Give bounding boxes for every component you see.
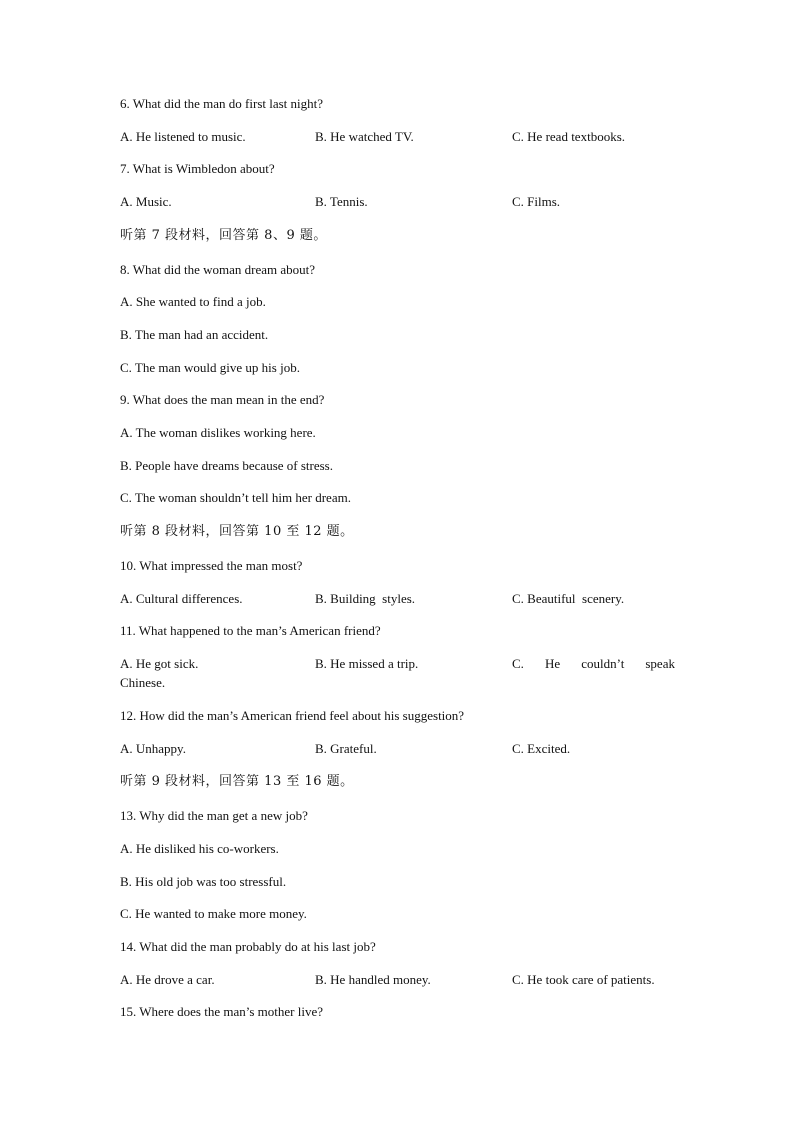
option-c: C. The man would give up his job. <box>120 360 300 375</box>
option-c-word: speak <box>645 656 675 671</box>
question-13: 13. Why did the man get a new job? <box>120 808 308 823</box>
option-a: A. He got sick. <box>120 656 199 671</box>
option-a: A. She wanted to find a job. <box>120 294 266 309</box>
question-12: 12. How did the man’s American friend feel about his suggestion? <box>120 708 465 723</box>
question-12-options <box>120 741 680 757</box>
question-7-options <box>120 194 680 210</box>
question-11: 11. What happened to the man’s American friend? <box>120 623 381 638</box>
option-c-continuation: Chinese. <box>120 675 166 690</box>
option-a: A. Cultural differences. <box>120 591 243 606</box>
option-c-word: C. <box>512 656 524 671</box>
option-c: C. He wanted to make more money. <box>120 906 307 921</box>
question-14-options <box>120 972 680 988</box>
section-heading-8: 听第 8 段材料，回答第 10 至 12 题。 <box>120 524 354 539</box>
option-a: A. The woman dislikes working here. <box>120 425 316 440</box>
question-6-options <box>120 129 680 145</box>
section-heading-9: 听第 9 段材料，回答第 13 至 16 题。 <box>120 774 354 789</box>
option-b: B. Grateful. <box>315 741 377 756</box>
question-9: 9. What does the man mean in the end? <box>120 392 325 407</box>
option-a: A. Unhappy. <box>120 741 186 756</box>
option-c: C. The woman shouldn’t tell him her dream. <box>120 490 351 505</box>
option-b: B. Building styles. <box>315 591 416 606</box>
option-c: C. Films. <box>512 194 561 209</box>
option-a: A. Music. <box>120 194 172 209</box>
question-15: 15. Where does the man’s mother live? <box>120 1004 324 1019</box>
question-14: 14. What did the man probably do at his last job? <box>120 939 376 954</box>
option-c <box>512 656 675 672</box>
option-a: A. He drove a car. <box>120 972 215 987</box>
option-c-word: He <box>544 656 561 671</box>
section-heading-7: 听第 7 段材料，回答第 8、9 题。 <box>120 228 327 243</box>
question-11-options <box>120 656 680 672</box>
option-b: B. He missed a trip. <box>315 656 419 671</box>
option-c: C. Beautiful scenery. <box>512 591 625 606</box>
option-b: B. The man had an accident. <box>120 327 269 342</box>
question-8: 8. What did the woman dream about? <box>120 262 316 277</box>
question-6: 6. What did the man do first last night? <box>120 96 324 111</box>
option-b: B. He watched TV. <box>315 129 414 144</box>
option-c: C. Excited. <box>512 741 571 756</box>
option-a: A. He listened to music. <box>120 129 246 144</box>
option-b: B. People have dreams because of stress. <box>120 458 333 473</box>
question-7: 7. What is Wimbledon about? <box>120 161 275 176</box>
question-10: 10. What impressed the man most? <box>120 558 303 573</box>
option-b: B. Tennis. <box>315 194 368 209</box>
option-c: C. He took care of patients. <box>512 972 655 987</box>
option-b: B. His old job was too stressful. <box>120 874 287 889</box>
option-b: B. He handled money. <box>315 972 431 987</box>
option-c: C. He read textbooks. <box>512 129 626 144</box>
option-c-word: couldn’t <box>581 656 625 671</box>
question-10-options <box>120 591 680 607</box>
option-a: A. He disliked his co-workers. <box>120 841 279 856</box>
